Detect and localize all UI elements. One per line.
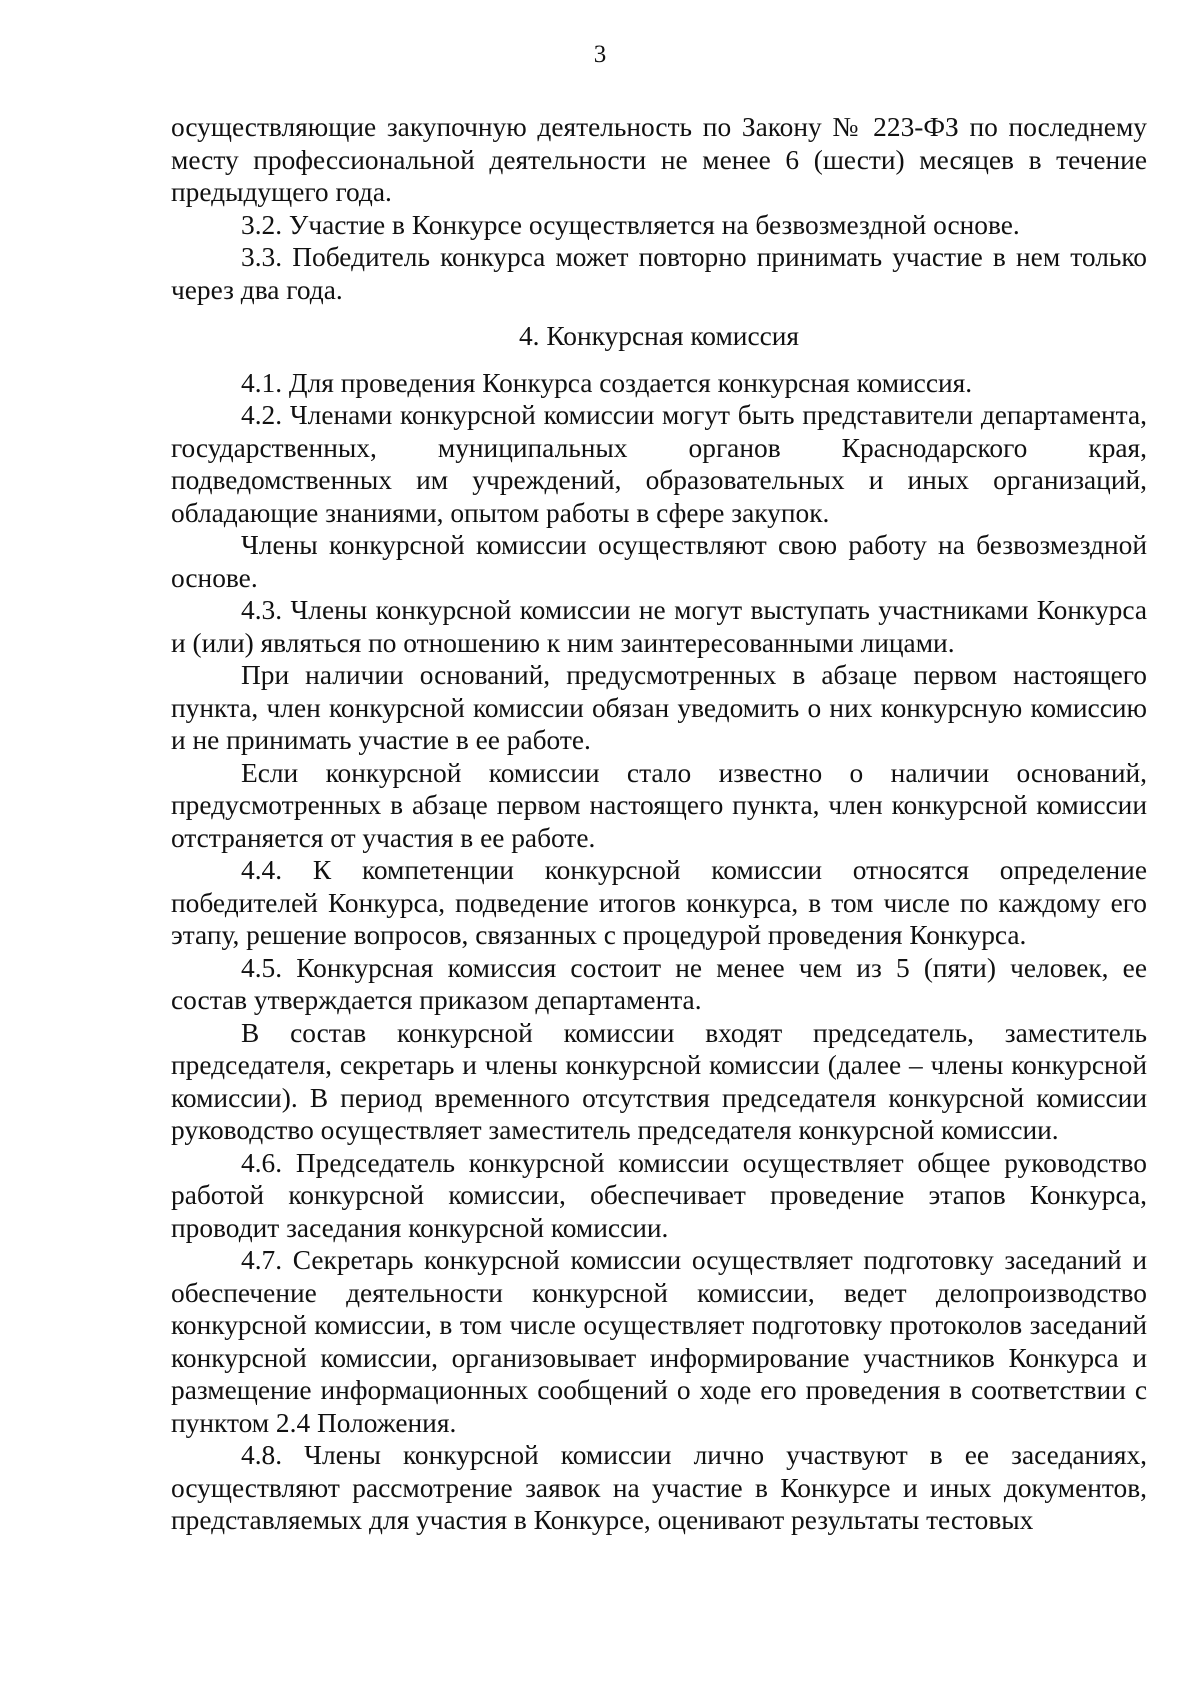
paragraph-3-2: 3.2. Участие в Конкурсе осуществляется на безвозмездной основе.	[241, 209, 1020, 240]
paragraph-3-3: 3.3. Победитель конкурса может повторно принимать участие в нем только через два года.	[171, 242, 1147, 305]
paragraph-4-8: 4.8. Члены конкурсной комиссии лично участвуют в ее заседаниях, осуществляют рассмотрение заявок на участие в Конкурсе и иных документов, представляемых для участия в Конкурсе, оценивают результаты тестовых	[171, 1440, 1147, 1535]
paragraph-4-4: 4.4. К компетенции конкурсной комиссии относятся определение победителей Конкурса, подведение итогов конкурса, в том числе по каждому его этапу, решение вопросов, связанных с процедурой проведения Конкурса.	[171, 855, 1147, 950]
paragraph-4-2-members: Члены конкурсной комиссии осуществляют свою работу на безвозмездной основе.	[171, 530, 1147, 593]
paragraph-4-5-composition: В состав конкурсной комиссии входят председатель, заместитель председателя, секретарь и члены конкурсной комиссии (далее – члены конкурсной комиссии). В период временного отсутствия председателя конкурсной комиссии руководство осуществляет заместитель председателя конкурсной комиссии.	[171, 1017, 1147, 1145]
paragraph-4-1: 4.1. Для проведения Конкурса создается конкурсная комиссия.	[241, 367, 973, 398]
document-body	[171, 111, 1147, 1537]
paragraph-4-3-notice: При наличии оснований, предусмотренных в абзаце первом настоящего пункта, член конкурсной комиссии обязан уведомить о них конкурсную комиссию и не принимать участие в ее работе.	[171, 660, 1147, 755]
paragraph-4-7: 4.7. Секретарь конкурсной комиссии осуществляет подготовку заседаний и обеспечение деятельности конкурсной комиссии, ведет делопроизводство конкурсной комиссии, в том числе осуществляет подготовку протоколов заседаний конкурсной комиссии, организовывает информирование участников Конкурса и размещение информационных сообщений о ходе его проведения в соответствии с пунктом 2.4 Положения.	[171, 1245, 1147, 1438]
paragraph-4-6: 4.6. Председатель конкурсной комиссии осуществляет общее руководство работой конкурсной комиссии, обеспечивает проведение этапов Конкурса, проводит заседания конкурсной комиссии.	[171, 1147, 1147, 1243]
paragraph-4-3: 4.3. Члены конкурсной комиссии не могут выступать участниками Конкурса и (или) являться по отношению к ним заинтересованными лицами.	[171, 595, 1147, 658]
section-heading-4: 4. Конкурсная комиссия	[518, 321, 800, 351]
paragraph-4-5: 4.5. Конкурсная комиссия состоит не менее чем из 5 (пяти) человек, ее состав утверждается приказом департамента.	[171, 952, 1147, 1015]
paragraph-continuation: осуществляющие закупочную деятельность по Закону № 223-ФЗ по последнему месту профессиональной деятельности не менее 6 (шести) месяцев в течение предыдущего года.	[171, 112, 1147, 207]
paragraph-4-3-removal: Если конкурсной комиссии стало известно о наличии оснований, предусмотренных в абзаце первом настоящего пункта, член конкурсной комиссии отстраняется от участия в ее работе.	[171, 757, 1147, 853]
page-number: 3	[593, 41, 607, 68]
paragraph-4-2: 4.2. Членами конкурсной комиссии могут быть представители департамента, государственных, муниципальных органов Краснодарского края, подведомственных им учреждений, образовательных и иных организаций, обладающие знаниями, опытом работы в сфере закупок.	[171, 400, 1147, 528]
